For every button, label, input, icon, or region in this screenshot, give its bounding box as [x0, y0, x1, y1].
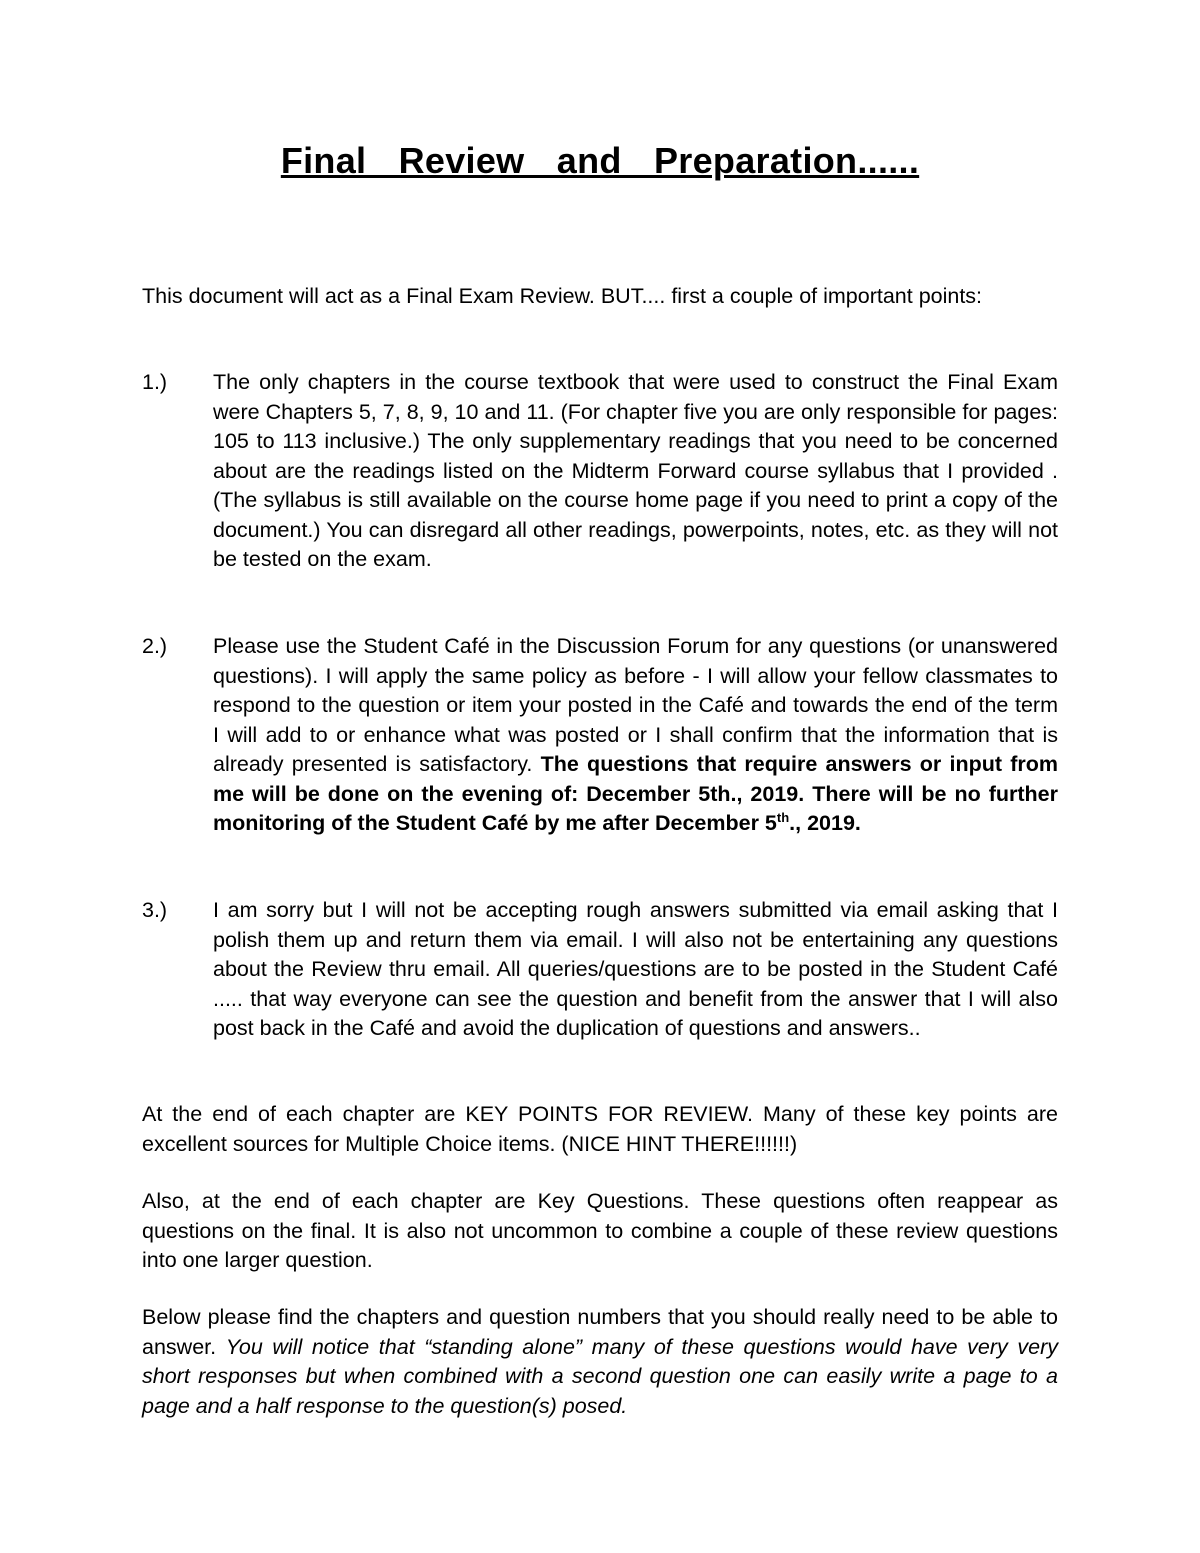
below-italic-text: You will notice that “standing alone” many of these questions would have very very short responses but when combined with a second question one can easily write a page to a page and a half response to the question(s) posed.: [142, 1334, 1058, 1418]
key-points-paragraph: At the end of each chapter are KEY POINTS FOR REVIEW. Many of these key points are excellent sources for Multiple Choice items. (NICE HINT THERE!!!!!!): [142, 1102, 1058, 1156]
list-item-text: [213, 632, 1058, 839]
list-item-2: [142, 632, 1058, 839]
list-item-3: [142, 896, 1058, 1044]
list-item-plain-text: Please use the Student Café in the Discussion Forum for any questions (or unanswered questions). I will apply the same policy as before - I will allow your fellow classmates to respond to the question or item your posted in the Café and towards the end of the term I will add to or enhance what was posted or I shall confirm that the information that is already presented is satisfactory.: [213, 634, 1058, 776]
list-item-text: The only chapters in the course textbook that were used to construct the Final Exam were Chapters 5, 7, 8, 9, 10 and 11. (For chapter five you are only responsible for pages: 105 to 113 inclusive.) The only supplementary readings that you need to be concerned about are the readings listed on the Midterm Forward course syllabus that I provided . (The syllabus is still available on the course home page if you need to print a copy of the document.) You can disregard all other readings, powerpoints, notes, etc. as they will not be tested on the exam.: [213, 370, 1058, 571]
ordinal-suffix: th: [776, 809, 790, 825]
below-paragraph: [142, 1303, 1058, 1421]
page-title: Final Review and Preparation......: [280, 140, 920, 181]
deadline-notice-text: The questions that require answers or input from me will be done on the evening of: December 5th., 2019. There will be no further monitoring of the Student Café by me after December 5: [213, 752, 1058, 835]
list-item-1: [142, 368, 1058, 575]
list-item-number: 3.): [142, 898, 168, 922]
key-questions-paragraph: Also, at the end of each chapter are Key Questions. These questions often reappear as questions on the final. It is also not uncommon to combine a couple of these review questions into one larger question.: [142, 1189, 1058, 1272]
intro-paragraph: This document will act as a Final Exam Review. BUT.... first a couple of important points:: [142, 284, 983, 308]
list-item-number: 2.): [142, 634, 168, 658]
list-item-number: 1.): [142, 370, 168, 394]
below-plain-text: Below please find the chapters and question numbers that you should really need to be able to answer.: [142, 1305, 1058, 1359]
list-item-text: I am sorry but I will not be accepting rough answers submitted via email asking that I polish them up and return them via email. I will also not be entertaining any questions about the Review thru email. All queries/questions are to be posted in the Student Café ..... that way everyone can see the question and benefit from the answer that I will also post back in the Café and avoid the duplication of questions and answers..: [213, 898, 1058, 1040]
deadline-notice-end: ., 2019.: [789, 811, 861, 835]
